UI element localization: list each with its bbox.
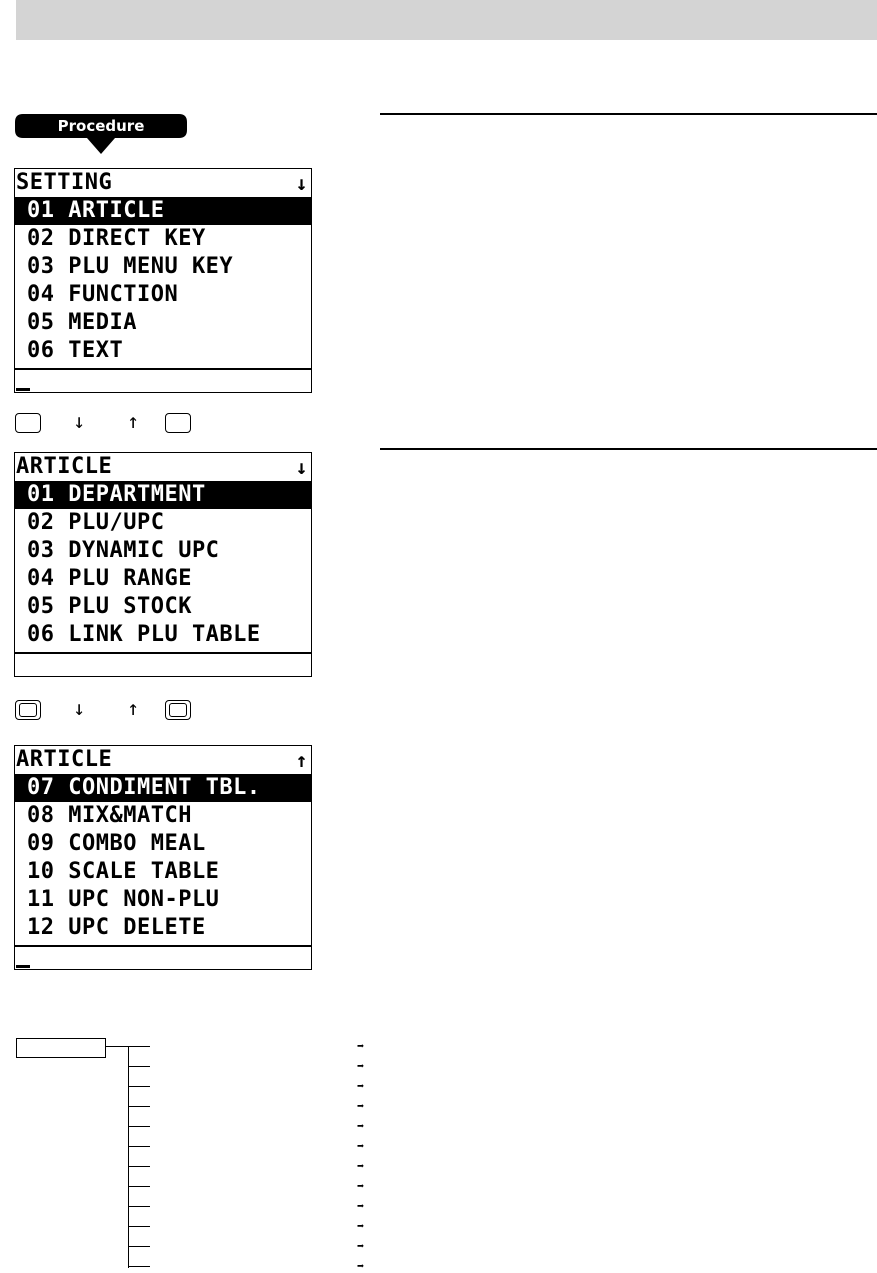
right-arrow-icon: ➡ [357,1079,365,1093]
menu-item-text[interactable]: 06 TEXT [27,338,124,363]
menu-item-plu-menu-key[interactable]: 03 PLU MENU KEY [27,254,234,279]
right-arrow-icon: ➡ [357,1039,365,1053]
down-arrow-icon: ↓ [73,409,86,433]
menu-item-scale-table[interactable]: 10 SCALE TABLE [27,859,220,884]
menu-item-article[interactable]: 01 ARTICLE [15,197,311,225]
right-arrow-icon: ➡ [357,1219,365,1233]
setting-screen [14,168,312,393]
menu-item-condiment-tbl[interactable]: 07 CONDIMENT TBL. [15,774,311,802]
right-arrow-icon: ➡ [357,1099,365,1113]
down-arrow-icon: ↓ [73,696,86,720]
right-arrow-icon: ➡ [357,1199,365,1213]
tree-branch [128,1106,150,1107]
menu-item-direct-key[interactable]: 02 DIRECT KEY [27,226,206,251]
menu-item-mix-match[interactable]: 08 MIX&MATCH [27,803,192,828]
article-screen-page-1 [14,452,312,677]
tree-root-box [16,1038,106,1058]
input-line [15,368,311,392]
tree-branch [128,1266,150,1267]
key-icon[interactable] [165,413,191,433]
right-arrow-icon: ➡ [357,1179,365,1193]
tree-branch [128,1186,150,1187]
page-down-key-icon[interactable] [15,700,41,720]
article-screen-page-2 [14,745,312,970]
right-arrow-icon: ➡ [357,1159,365,1173]
procedure-badge [15,114,187,154]
tree-branch [128,1226,150,1227]
menu-item-department[interactable]: 01 DEPARTMENT [15,481,311,509]
screen-title: ARTICLE ↓ [16,454,308,479]
cursor-icon [16,388,30,391]
menu-item-upc-non-plu[interactable]: 11 UPC NON-PLU [27,887,220,912]
right-arrow-icon: ➡ [357,1259,365,1273]
menu-item-combo-meal[interactable]: 09 COMBO MEAL [27,831,206,856]
tree-branch [128,1246,150,1247]
scroll-up-icon: ↑ [295,748,308,772]
menu-item-dynamic-upc[interactable]: 03 DYNAMIC UPC [27,538,220,563]
tree-branch [128,1206,150,1207]
menu-item-plu-upc[interactable]: 02 PLU/UPC [27,510,165,535]
scroll-down-icon: ↓ [295,455,308,479]
up-arrow-icon: ↑ [127,409,140,433]
procedure-label: Procedure [57,117,145,135]
right-arrow-icon: ➡ [357,1239,365,1253]
menu-item-plu-range[interactable]: 04 PLU RANGE [27,566,192,591]
tree-branch [128,1166,150,1167]
key-icon[interactable] [15,413,41,433]
tree-branch [128,1066,150,1067]
menu-item-plu-stock[interactable]: 05 PLU STOCK [27,594,192,619]
key-sequence-2 [15,696,195,724]
input-line [15,945,311,969]
header-bar [16,0,877,40]
menu-item-function[interactable]: 04 FUNCTION [27,282,179,307]
tree-trunk [128,1046,129,1268]
scroll-down-icon: ↓ [295,171,308,195]
tree-branch [128,1086,150,1087]
input-line [15,652,311,676]
right-arrow-icon: ➡ [357,1059,365,1073]
section-rule-1 [380,113,877,115]
screen-title: ARTICLE ↑ [16,747,308,772]
menu-item-upc-delete[interactable]: 12 UPC DELETE [27,915,206,940]
menu-item-media[interactable]: 05 MEDIA [27,310,137,335]
tree-branch [128,1046,150,1047]
up-arrow-icon: ↑ [127,696,140,720]
section-rule-2 [380,448,877,450]
tree-branch [128,1126,150,1127]
key-sequence-1 [15,409,195,437]
page-up-key-icon[interactable] [165,700,191,720]
tree-branch [128,1146,150,1147]
cursor-icon [16,965,30,968]
right-arrow-icon: ➡ [357,1119,365,1133]
right-arrow-icon: ➡ [357,1139,365,1153]
screen-title: SETTING ↓ [16,170,308,195]
menu-item-link-plu-table[interactable]: 06 LINK PLU TABLE [27,622,261,647]
tree-connector [106,1046,128,1047]
